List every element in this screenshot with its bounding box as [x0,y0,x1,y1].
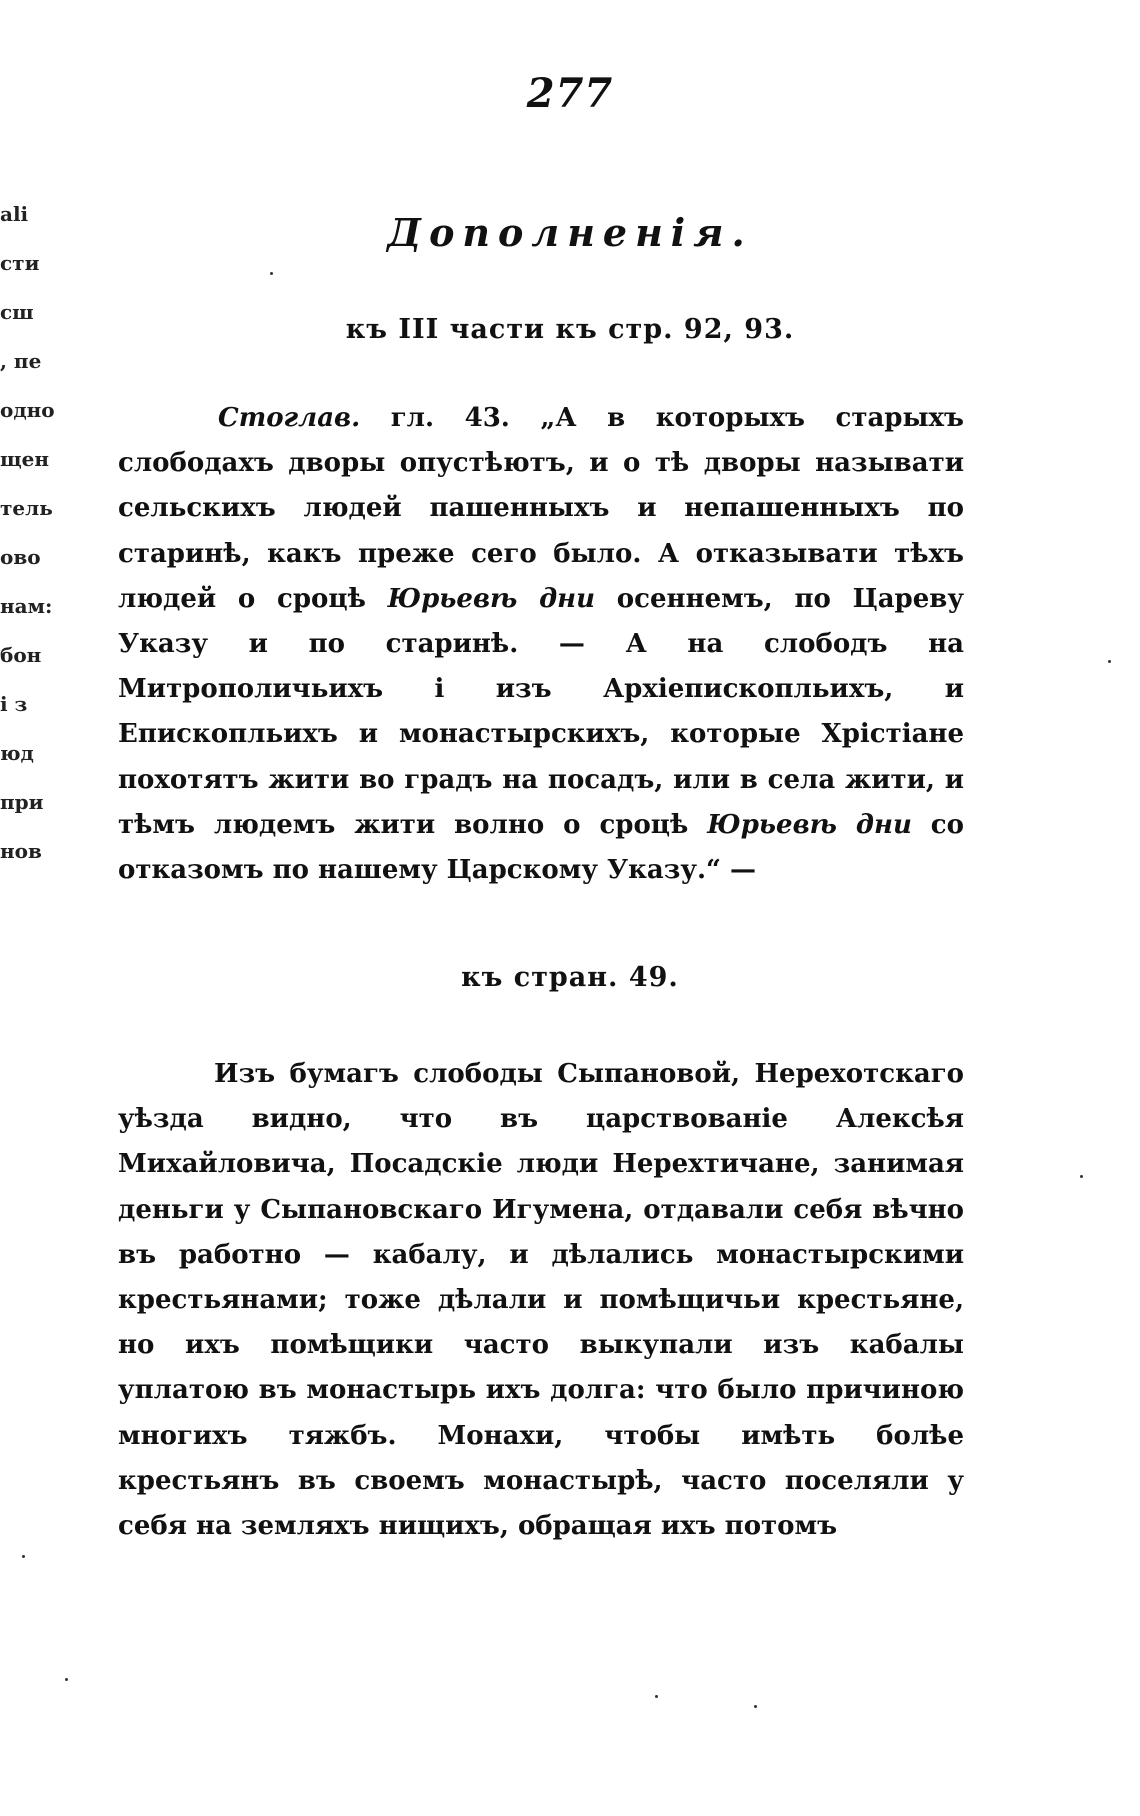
print-speck [754,1705,757,1708]
section-2-paragraph: Изъ бумагъ слободы Сыпановой, Нерехотскаго уѣзда видно, что въ царствованіе Алексѣя Михайловича, Посадскіе люди Нерехтичане, занимая деньги у Сыпановскаго Игумена, отдавали себя вѣчно въ работно — кабалу, и дѣлались монастырскими крестьянами; тоже дѣлали и помѣщичьи крестьяне, но ихъ помѣщики часто выкупали изъ кабалы уплатою въ монастырь ихъ долга: что было причиною многихъ тяжбъ. Монахи, чтобы имѣть болѣе крестьянъ въ своемъ монастырѣ, часто поселяли у себя на земляхъ нищихъ, обращая ихъ потомъ [118,1059,964,1542]
print-speck [65,1678,68,1681]
margin-fragment: щен [0,447,50,471]
page-number: 277 [526,70,614,117]
page-heading: Дополненія. [387,210,753,255]
paragraph-text: со отказомъ по нашему Царскому Указу.“ — [118,809,964,886]
margin-fragment: ali [0,202,29,226]
italic-phrase: Юрьевѣ дни [387,583,596,614]
margin-fragment: , пе [0,349,42,373]
margin-fragment: при [0,790,44,814]
margin-fragment: одно [0,398,55,422]
margin-fragment: нов [0,839,42,863]
margin-fragment: тель [0,496,53,520]
paragraph-text: осеннемъ, по Цареву Указу и по старинѣ. — А на слободъ на Митрополичьихъ і изъ Архіепископльихъ, и Епископльихъ и монастырскихъ, которые Хрістіане похотятъ жити во градъ на посадъ, или в села жити, и тѣмъ людемъ жити волно о сроцѣ [118,583,964,840]
italic-phrase: Юрьевѣ дни [707,809,912,840]
margin-fragment: нам: [0,594,53,618]
margin-fragment: ово [0,545,41,569]
margin-fragment: юд [0,741,34,765]
print-speck [1108,660,1111,663]
print-speck [270,272,273,275]
print-speck [1080,1175,1083,1178]
print-speck [22,1555,25,1558]
section-1-paragraph [118,396,964,893]
section-2-heading: къ стран. 49. [461,962,679,993]
margin-fragment: бон [0,643,42,667]
margin-fragment: і з [0,692,28,716]
source-label: Стоглав. [218,403,361,433]
margin-fragment: сш [0,300,34,324]
margin-fragment: сти [0,251,40,275]
paragraph-text: гл. 43. „А в которыхъ старыхъ слободахъ дворы опустѣютъ, и о тѣ дворы называти сельскихъ людей пашенныхъ и непашенныхъ по старинѣ, какъ преже сего было. А отказывати тѣхъ людей о сроцѣ [118,403,964,614]
print-speck [655,1695,658,1698]
section-1-heading: къ III части къ стр. 92, 93. [345,314,795,345]
adjacent-page-margin [0,190,55,876]
